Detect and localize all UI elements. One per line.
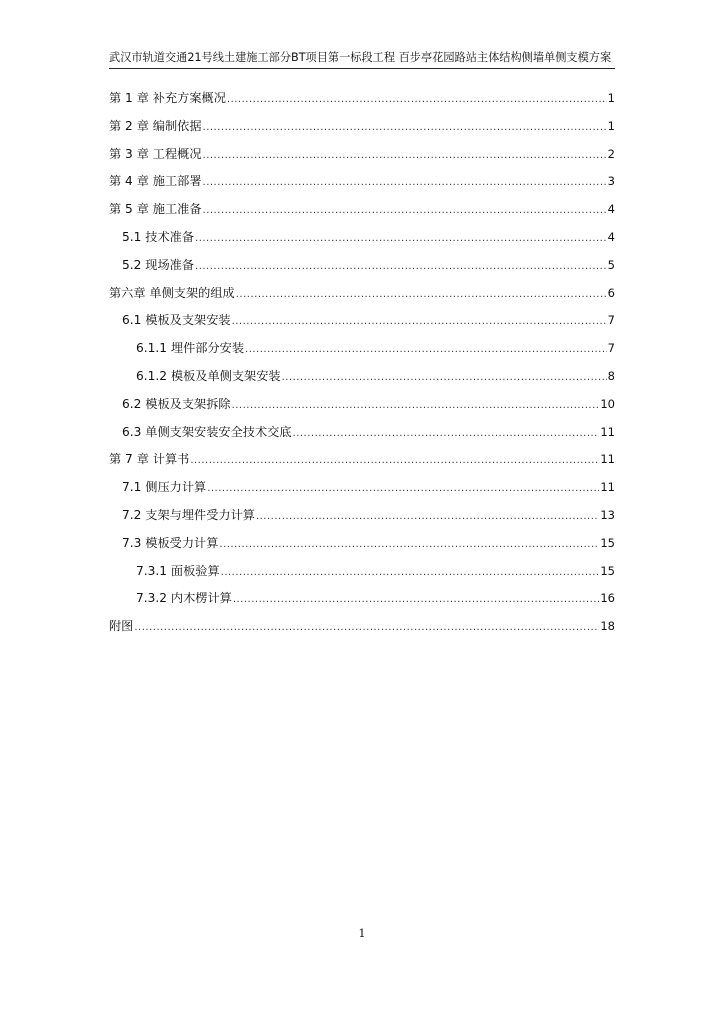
toc-entry-page: 7 — [607, 313, 615, 328]
toc-dot-leader — [245, 344, 607, 355]
toc-entry-title: 6.1.1 埋件部分安装 — [136, 341, 245, 356]
toc-entry-title: 7.2 支架与埋件受力计算 — [122, 507, 255, 522]
toc-entry-page: 15 — [600, 563, 615, 578]
toc-entry-title: 附图 — [109, 619, 134, 634]
toc-entry-title: 6.2 模板及支架拆除 — [122, 396, 231, 411]
toc-entry[interactable] — [109, 117, 615, 145]
toc-entry-title: 6.1.2 模板及单侧支架安装 — [136, 368, 281, 383]
toc-entry[interactable] — [109, 172, 615, 200]
toc-entry-page: 6 — [607, 285, 615, 300]
toc-entry-title: 第 7 章 计算书 — [109, 452, 190, 467]
toc-entry-title: 7.3.2 内木楞计算 — [136, 591, 232, 606]
toc-entry-page: 1 — [607, 118, 615, 133]
toc-dot-leader — [236, 289, 607, 300]
toc-dot-leader — [134, 622, 599, 633]
toc-dot-leader — [195, 233, 607, 244]
toc-entry-title: 5.1 技术准备 — [122, 229, 195, 244]
toc-entry[interactable] — [109, 89, 615, 117]
toc-dot-leader — [203, 150, 607, 161]
toc-dot-leader — [195, 261, 607, 272]
toc-entry-page: 2 — [607, 146, 615, 161]
toc-entry[interactable] — [109, 339, 615, 367]
toc-entry-title: 7.3.1 面板验算 — [136, 563, 220, 578]
toc-dot-leader — [203, 122, 607, 133]
toc-entry-title: 第六章 单侧支架的组成 — [109, 285, 235, 300]
toc-entry-title: 第 2 章 编制依据 — [109, 118, 202, 133]
page-header: 武汉市轨道交通21号线土建施工部分BT项目第一标段工程 百步亭花园路站主体结构侧墙单侧支模方案 — [109, 51, 612, 64]
toc-entry-page: 16 — [600, 591, 615, 606]
toc-dot-leader — [203, 177, 607, 188]
toc-entry-page: 3 — [607, 174, 615, 189]
toc-dot-leader — [232, 400, 600, 411]
toc-entry-page: 4 — [607, 229, 615, 244]
page-number: 1 — [358, 927, 366, 940]
toc-dot-leader — [207, 483, 599, 494]
toc-entry[interactable] — [109, 200, 615, 228]
toc-dot-leader — [293, 428, 600, 439]
toc-dot-leader — [219, 539, 599, 550]
toc-entry-title: 第 3 章 工程概况 — [109, 146, 202, 161]
toc-dot-leader — [256, 511, 599, 522]
toc-entry-page: 11 — [600, 424, 615, 439]
table-of-contents — [109, 89, 615, 645]
toc-dot-leader — [203, 205, 607, 216]
toc-entry-page: 13 — [600, 507, 615, 522]
toc-entry[interactable] — [109, 395, 615, 423]
toc-entry-title: 5.2 现场准备 — [122, 257, 195, 272]
toc-entry-page: 10 — [600, 396, 615, 411]
toc-entry-title: 第 4 章 施工部署 — [109, 174, 202, 189]
toc-entry-page: 15 — [600, 535, 615, 550]
toc-dot-leader — [190, 455, 599, 466]
toc-dot-leader — [227, 94, 607, 105]
toc-entry[interactable] — [109, 256, 615, 284]
toc-dot-leader — [221, 567, 600, 578]
toc-entry-title: 6.3 单侧支架安装安全技术交底 — [122, 424, 292, 439]
toc-entry[interactable] — [109, 506, 615, 534]
toc-entry[interactable] — [109, 423, 615, 451]
toc-entry-title: 第 5 章 施工准备 — [109, 202, 202, 217]
toc-entry[interactable] — [109, 617, 615, 645]
toc-entry-page: 8 — [607, 368, 615, 383]
toc-entry[interactable] — [109, 562, 615, 590]
toc-dot-leader — [233, 594, 600, 605]
toc-entry[interactable] — [109, 589, 615, 617]
toc-entry[interactable] — [109, 450, 615, 478]
toc-entry-page: 1 — [607, 91, 615, 105]
toc-entry-page: 11 — [600, 480, 615, 495]
toc-entry-title: 第 1 章 补充方案概况 — [109, 91, 226, 105]
toc-entry-title: 7.3 模板受力计算 — [122, 535, 219, 550]
toc-entry-page: 11 — [600, 452, 615, 467]
toc-dot-leader — [282, 372, 607, 383]
toc-entry[interactable] — [109, 284, 615, 312]
toc-dot-leader — [232, 316, 607, 327]
toc-entry-page: 4 — [607, 202, 615, 217]
toc-entry[interactable] — [109, 478, 615, 506]
toc-entry-page: 5 — [607, 257, 615, 272]
toc-entry-page: 18 — [600, 619, 615, 634]
toc-entry[interactable] — [109, 367, 615, 395]
toc-entry[interactable] — [109, 228, 615, 256]
toc-entry-page: 7 — [607, 341, 615, 356]
toc-entry[interactable] — [109, 534, 615, 562]
toc-entry-title: 7.1 侧压力计算 — [122, 480, 207, 495]
header-divider — [109, 68, 615, 69]
toc-entry[interactable] — [109, 311, 615, 339]
toc-entry-title: 6.1 模板及支架安装 — [122, 313, 231, 328]
toc-entry[interactable] — [109, 145, 615, 173]
